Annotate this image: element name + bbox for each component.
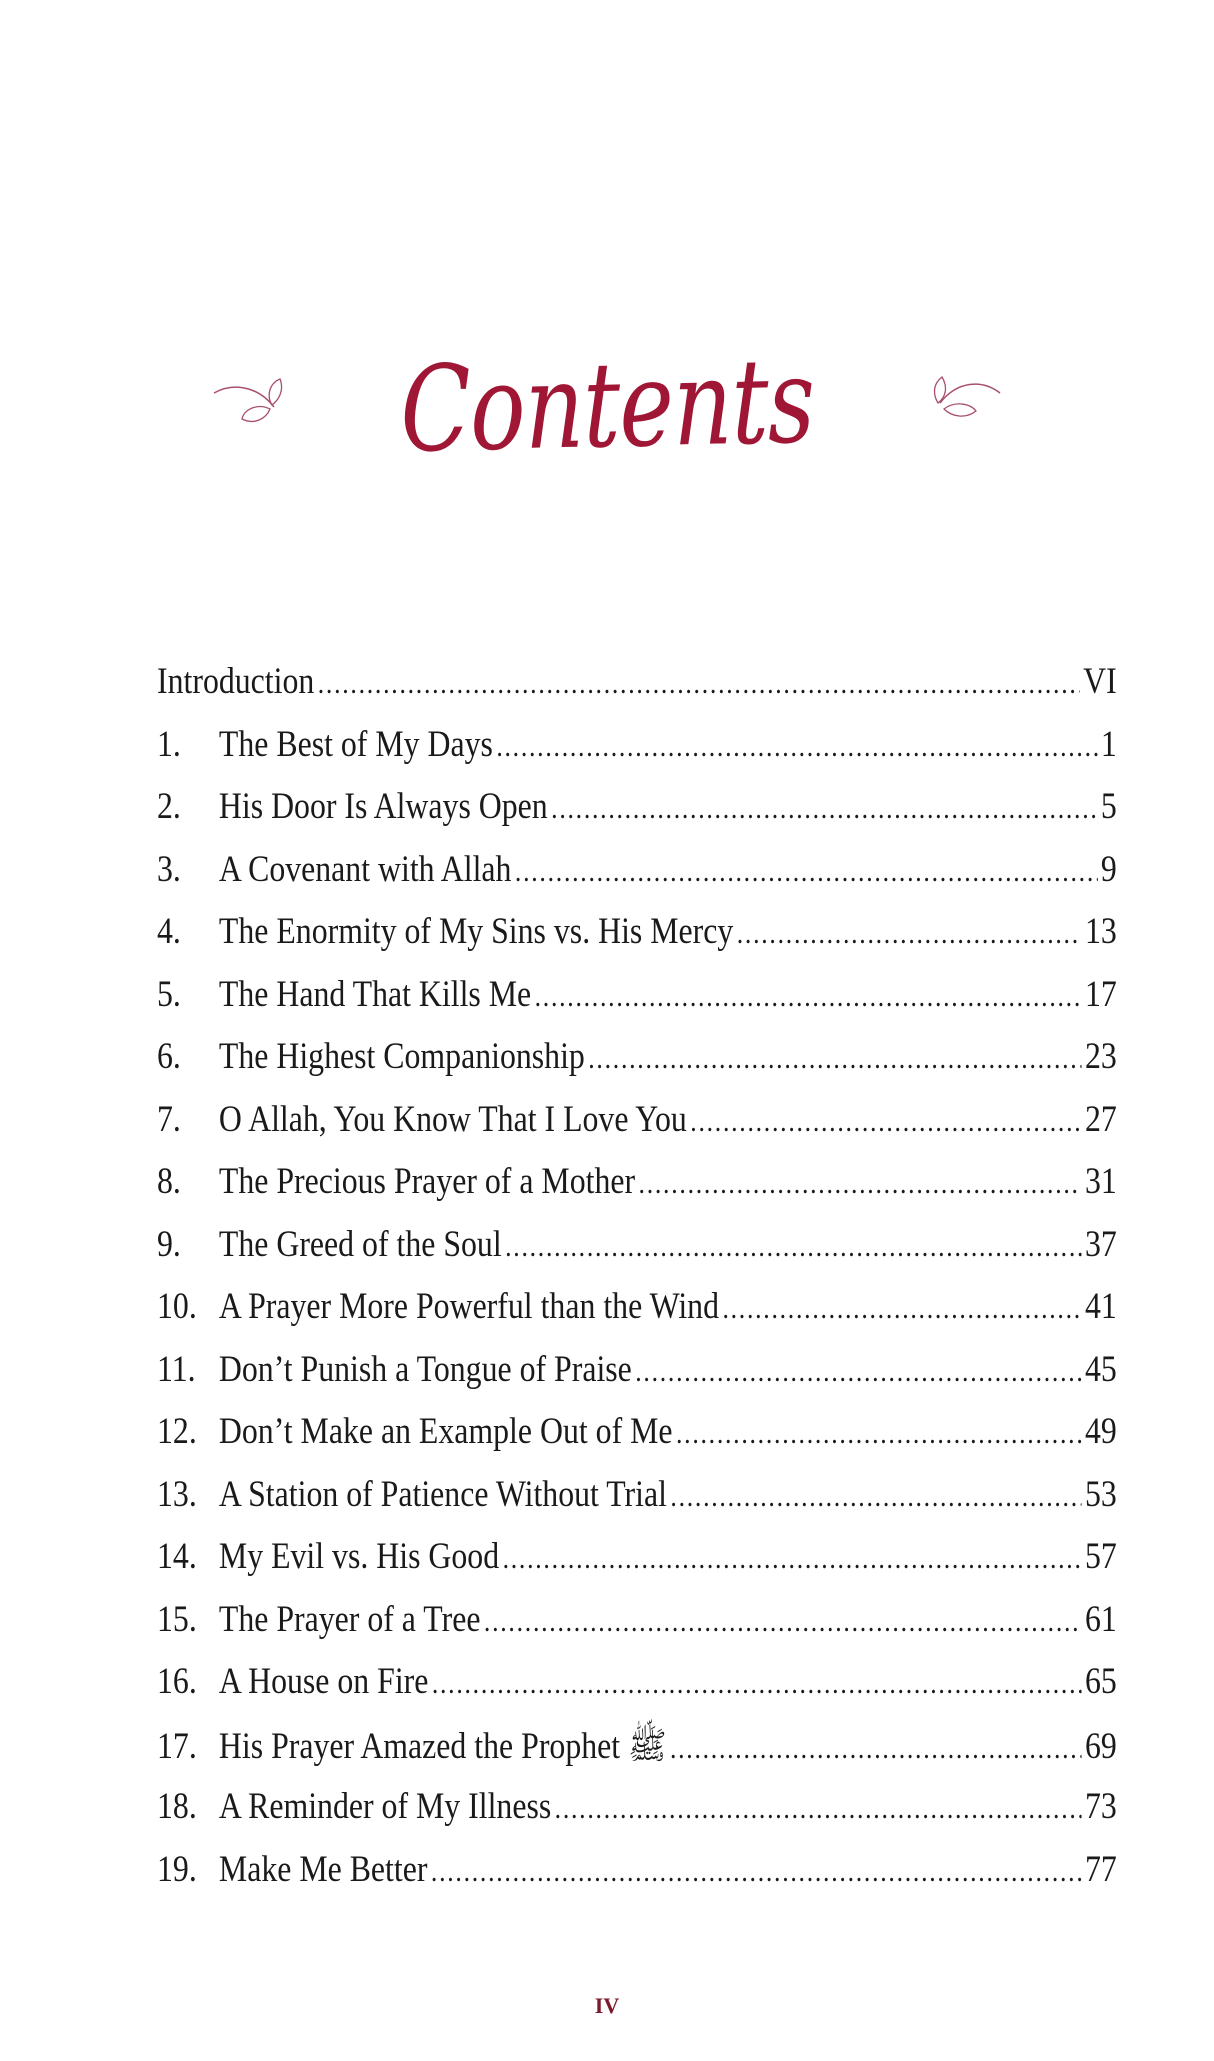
toc-page: 17 bbox=[1084, 973, 1117, 1015]
page-title: Contents bbox=[399, 331, 815, 479]
toc-page: 57 bbox=[1084, 1536, 1117, 1577]
toc-number: 1. bbox=[157, 723, 181, 765]
toc-number: 18. bbox=[157, 1786, 197, 1827]
toc-page: 69 bbox=[1084, 1725, 1117, 1767]
toc-entry[interactable] bbox=[157, 1535, 1117, 1598]
toc-label: The Best of My Days bbox=[218, 723, 493, 765]
dot-leader bbox=[503, 1542, 1082, 1576]
toc-page: 27 bbox=[1084, 1098, 1117, 1140]
toc-page: 13 bbox=[1084, 911, 1117, 952]
toc-number: 13. bbox=[157, 1473, 197, 1515]
toc-label: Make Me Better bbox=[218, 1848, 428, 1890]
dot-leader bbox=[515, 855, 1097, 889]
toc-entry[interactable] bbox=[157, 1035, 1117, 1098]
toc-label: The Prayer of a Tree bbox=[218, 1598, 481, 1640]
toc-label: His Prayer Amazed the Prophet ﷺ bbox=[218, 1725, 667, 1767]
toc-label: Introduction bbox=[157, 661, 315, 702]
dot-leader bbox=[432, 1667, 1082, 1701]
leaf-ornament-left-icon bbox=[212, 375, 302, 435]
toc-label: The Greed of the Soul bbox=[218, 1223, 502, 1265]
dot-leader bbox=[505, 1230, 1081, 1264]
page-number: IV bbox=[594, 1993, 620, 2018]
toc-label: His Door Is Always Open bbox=[218, 786, 548, 827]
toc-number: 5. bbox=[157, 973, 181, 1015]
dot-leader bbox=[431, 1855, 1082, 1889]
toc-number: 11. bbox=[157, 1348, 196, 1390]
dot-leader bbox=[318, 667, 1080, 701]
toc-number: 10. bbox=[157, 1286, 197, 1327]
table-of-contents bbox=[157, 660, 1117, 1910]
toc-label: A Covenant with Allah bbox=[218, 848, 512, 890]
toc-page: 31 bbox=[1084, 1161, 1117, 1202]
dot-leader bbox=[635, 1355, 1081, 1389]
toc-page: 45 bbox=[1084, 1348, 1117, 1390]
toc-number: 4. bbox=[157, 911, 181, 952]
toc-entry[interactable] bbox=[157, 973, 1117, 1036]
toc-number: 16. bbox=[157, 1661, 197, 1702]
toc-label: A House on Fire bbox=[218, 1661, 429, 1702]
toc-page: 37 bbox=[1084, 1223, 1117, 1265]
dot-leader bbox=[722, 1292, 1081, 1326]
toc-page: 23 bbox=[1084, 1036, 1117, 1077]
toc-entry[interactable] bbox=[157, 1098, 1117, 1161]
dot-leader bbox=[496, 730, 1097, 764]
toc-entry[interactable] bbox=[157, 1723, 1117, 1786]
toc-entry[interactable] bbox=[157, 1660, 1117, 1723]
toc-entry[interactable] bbox=[157, 723, 1117, 786]
toc-page: 77 bbox=[1084, 1848, 1117, 1890]
dot-leader bbox=[670, 1732, 1082, 1766]
toc-label: My Evil vs. His Good bbox=[218, 1536, 500, 1577]
toc-page: 61 bbox=[1084, 1598, 1117, 1640]
toc-entry[interactable] bbox=[157, 1598, 1117, 1661]
toc-label: Don’t Make an Example Out of Me bbox=[218, 1411, 673, 1452]
leaf-ornament-right-icon bbox=[912, 375, 1002, 435]
dot-leader bbox=[676, 1417, 1082, 1451]
dot-leader bbox=[555, 1792, 1082, 1826]
toc-number: 17. bbox=[157, 1725, 197, 1767]
toc-page: 49 bbox=[1084, 1411, 1117, 1452]
toc-entry[interactable] bbox=[157, 1473, 1117, 1536]
toc-page: 9 bbox=[1100, 848, 1117, 890]
dot-leader bbox=[588, 1042, 1081, 1076]
toc-label: A Prayer More Powerful than the Wind bbox=[218, 1286, 720, 1327]
toc-label: The Precious Prayer of a Mother bbox=[218, 1161, 636, 1202]
toc-number: 7. bbox=[157, 1098, 181, 1140]
toc-page: 73 bbox=[1084, 1786, 1117, 1827]
dot-leader bbox=[484, 1605, 1082, 1639]
toc-page: 5 bbox=[1100, 786, 1117, 827]
toc-entry[interactable] bbox=[157, 1848, 1117, 1911]
toc-label: The Enormity of My Sins vs. His Mercy bbox=[218, 911, 734, 952]
toc-number: 19. bbox=[157, 1848, 197, 1890]
toc-label: A Reminder of My Illness bbox=[218, 1786, 552, 1827]
toc-entry[interactable] bbox=[157, 848, 1117, 911]
toc-entry[interactable] bbox=[157, 1223, 1117, 1286]
toc-entry[interactable] bbox=[157, 1785, 1117, 1848]
toc-entry[interactable] bbox=[157, 785, 1117, 848]
toc-entry-introduction[interactable] bbox=[157, 660, 1117, 723]
toc-number: 3. bbox=[157, 848, 181, 890]
toc-page: 41 bbox=[1084, 1286, 1117, 1327]
dot-leader bbox=[737, 917, 1082, 951]
toc-entry[interactable] bbox=[157, 1410, 1117, 1473]
toc-label: The Highest Companionship bbox=[218, 1036, 585, 1077]
toc-page: 65 bbox=[1084, 1661, 1117, 1702]
toc-label: A Station of Patience Without Trial bbox=[218, 1473, 667, 1515]
toc-number: 8. bbox=[157, 1161, 181, 1202]
toc-number: 15. bbox=[157, 1598, 197, 1640]
toc-number: 14. bbox=[157, 1536, 197, 1577]
dot-leader bbox=[639, 1167, 1082, 1201]
toc-label: O Allah, You Know That I Love You bbox=[218, 1098, 687, 1140]
toc-entry[interactable] bbox=[157, 1160, 1117, 1223]
toc-number: 6. bbox=[157, 1036, 181, 1077]
toc-entry[interactable] bbox=[157, 910, 1117, 973]
toc-page: 53 bbox=[1084, 1473, 1117, 1515]
dot-leader bbox=[535, 980, 1082, 1014]
dot-leader bbox=[670, 1480, 1081, 1514]
toc-entry[interactable] bbox=[157, 1348, 1117, 1411]
title-block bbox=[0, 330, 1214, 480]
toc-label: The Hand That Kills Me bbox=[218, 973, 532, 1015]
toc-number: 12. bbox=[157, 1411, 197, 1452]
toc-page: 1 bbox=[1100, 723, 1117, 765]
toc-number: 2. bbox=[157, 786, 181, 827]
dot-leader bbox=[551, 792, 1097, 826]
toc-entry[interactable] bbox=[157, 1285, 1117, 1348]
toc-label: Don’t Punish a Tongue of Praise bbox=[218, 1348, 632, 1390]
toc-page: VI bbox=[1083, 661, 1117, 702]
dot-leader bbox=[690, 1105, 1081, 1139]
toc-number: 9. bbox=[157, 1223, 181, 1265]
